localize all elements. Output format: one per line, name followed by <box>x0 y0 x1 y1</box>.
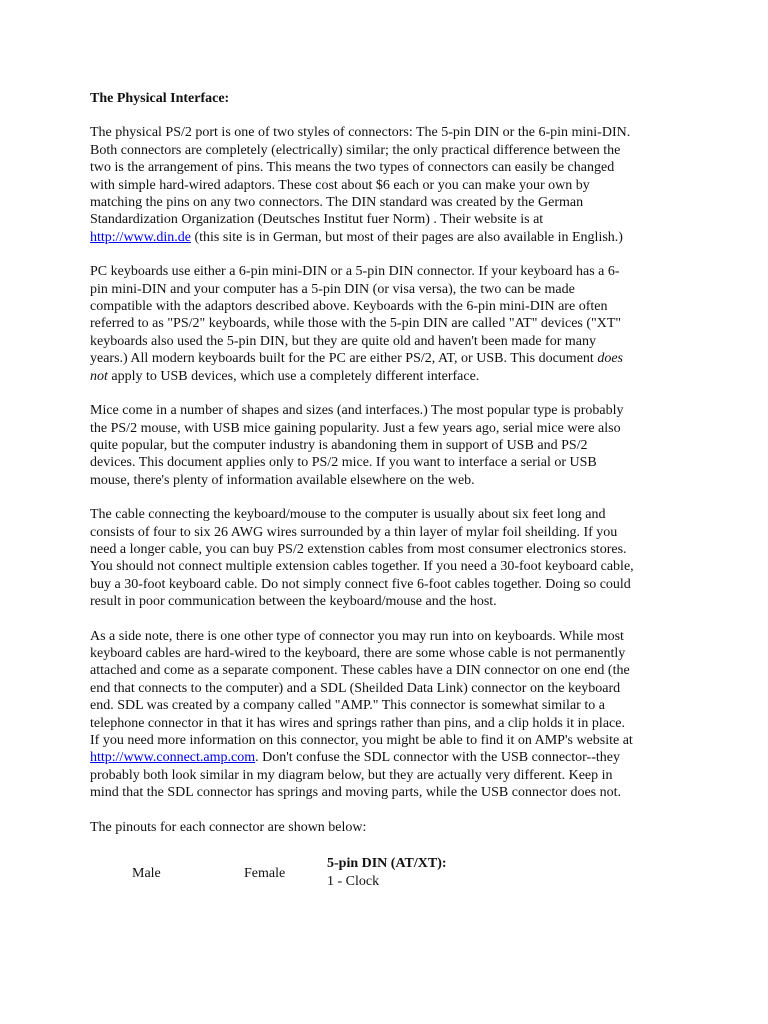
text-fragment: (this site is in German, but most of their pages are also available in English.) <box>190 229 623 245</box>
paragraph-pinouts-intro: The pinouts for each connector are shown below: <box>90 819 367 835</box>
text-line: devices. This document applies only to PS/2 mice. If you want to interface a serial or USB <box>90 455 597 471</box>
pinout-title: 5-pin DIN (AT/XT): <box>327 856 447 871</box>
text-line: need a longer cable, you can buy PS/2 extenstion cables from most consumer electronics stores. <box>90 541 627 557</box>
text-line: Mice come in a number of shapes and sizes (and interfaces.) The most popular type is probably <box>90 403 624 419</box>
text-line: keyboard cables are hard-wired to the keyboard, there are some whose cable is not permanently <box>90 645 626 661</box>
text-line: attached and come as a separate component. These cables have a DIN connector on one end (the <box>90 663 630 679</box>
text-line: PC keyboards use either a 6-pin mini-DIN or a 5-pin DIN connector. If your keyboard has a 6- <box>90 264 620 280</box>
paragraph-cable <box>90 506 690 610</box>
din-website-link[interactable]: http://www.din.de <box>90 229 191 245</box>
text-line: probably both look similar in my diagram below, but they are actually very different. Keep in <box>90 767 613 783</box>
text-line: pin mini-DIN and your computer has a 5-pin DIN (or visa versa), the two can be made <box>90 281 575 297</box>
text-line <box>90 350 690 367</box>
emphasis-text: does <box>597 351 623 367</box>
paragraph-mice <box>90 402 690 489</box>
text-fragment: years.) All modern keyboards built for the PC are either PS/2, AT, or USB. This document <box>90 351 598 367</box>
text-line: Both connectors are completely (electrically) similar; the only practical difference between the <box>90 142 621 158</box>
paragraph-keyboards <box>90 263 690 385</box>
text-line: the PS/2 mouse, with USB mice gaining popularity. Just a few years ago, serial mice were also <box>90 420 621 436</box>
pinout-row: 1 - Clock <box>327 874 380 889</box>
text-line: The cable connecting the keyboard/mouse to the computer is usually about six feet long and <box>90 507 606 523</box>
text-line: As a side note, there is one other type of connector you may run into on keyboards. While most <box>90 628 624 644</box>
text-line: result in poor communication between the keyboard/mouse and the host. <box>90 594 497 610</box>
paragraph-ps2-port <box>90 124 690 246</box>
male-column-label: Male <box>132 866 161 881</box>
text-line: referred to as "PS/2" keyboards, while those with the 5-pin DIN are called "AT" devices ("XT" <box>90 316 622 332</box>
text-line: If you need more information on this connector, you might be able to find it on AMP's website at <box>90 733 633 748</box>
text-line: mouse, there's plenty of information available elsewhere on the web. <box>90 472 475 488</box>
text-line: two is the arrangement of pins. This means the two types of connectors can easily be changed <box>90 160 615 176</box>
text-line: mind that the SDL connector has springs and moving parts, while the USB connector does not. <box>90 785 622 801</box>
amp-website-link[interactable]: http://www.connect.amp.com <box>90 750 256 766</box>
section-heading: The Physical Interface: <box>90 91 230 106</box>
text-line <box>90 749 690 766</box>
document-body <box>90 90 690 853</box>
emphasis-text: not <box>90 368 108 384</box>
text-line <box>90 368 690 385</box>
paragraph-sdl-connector <box>90 628 690 802</box>
text-fragment: . Don't confuse the SDL connector with the USB connector--they <box>255 750 620 766</box>
text-line: with simple hard-wired adaptors. These cost about $6 each or you can make your own by <box>90 177 590 193</box>
text-line: telephone connector in that it has wires and springs rather than pins, and a clip holds it in place. <box>90 715 625 731</box>
text-line: quite popular, but the computer industry is abandoning them in support of USB and PS/2 <box>90 437 588 453</box>
text-line: keyboards also used the 5-pin DIN, but they are quite old and haven't been made for many <box>90 333 596 349</box>
female-column-label: Female <box>244 866 286 881</box>
text-line: The physical PS/2 port is one of two styles of connectors: The 5-pin DIN or the 6-pin mini-DIN. <box>90 125 631 141</box>
text-line <box>90 229 690 246</box>
text-fragment: apply to USB devices, which use a completely different interface. <box>107 368 480 384</box>
text-line: buy a 30-foot keyboard cable. Do not simply connect five 6-foot cables together. Doing so could <box>90 576 631 592</box>
text-line: Standardization Organization (Deutsches Institut fuer Norm) . Their website is at <box>90 212 544 228</box>
text-line: compatible with the adaptors described above. Keyboards with the 6-pin mini-DIN are often <box>90 299 608 315</box>
text-line: consists of four to six 26 AWG wires surrounded by a thin layer of mylar foil sheilding. If you <box>90 524 618 540</box>
text-line: end. SDL was created by a company called "AMP." This connector is somewhat similar to a <box>90 698 605 714</box>
text-line: You should not connect multiple extension cables together. If you need a 30-foot keyboard cable, <box>90 559 634 575</box>
text-line: end that connects to the computer) and a SDL (Sheilded Data Link) connector on the keyboard <box>90 680 621 696</box>
text-line: matching the pins on any two connectors. The DIN standard was created by the German <box>90 195 584 211</box>
pinout-table <box>0 856 768 896</box>
